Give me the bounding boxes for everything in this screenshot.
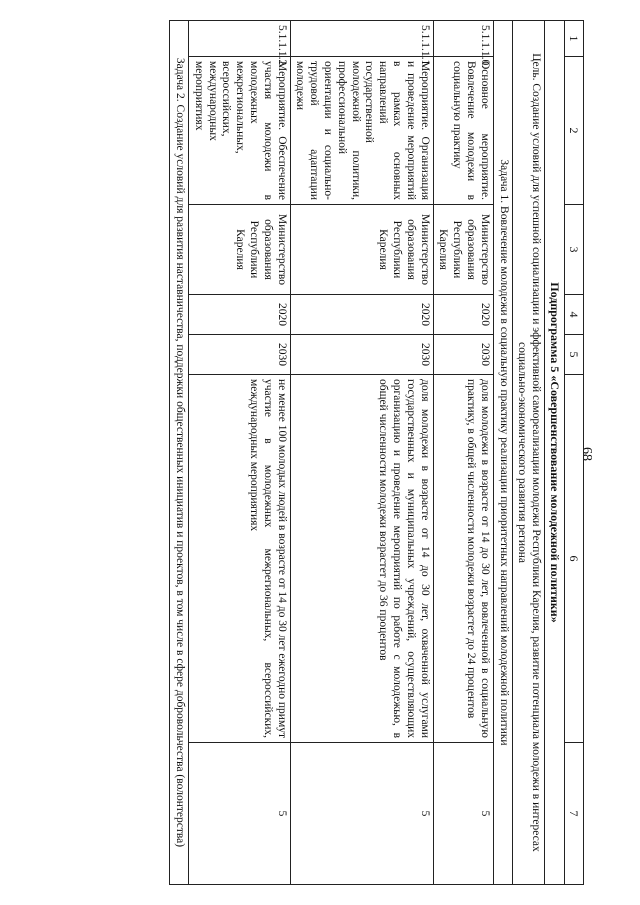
goal-text: Цель. Создание условий для успешной социализации и эффективной самореализации молодежи Республики Карелия, развитие потенциала молодежи в интересах социально-экономического развития региона <box>512 21 545 885</box>
row-start-year: 2020 <box>189 295 291 335</box>
row-number: 5.1.1.1.2. <box>189 21 291 57</box>
page-number: 68 <box>579 447 594 461</box>
goal-row <box>512 21 545 885</box>
row-executor: Министерство образования Республики Карелия <box>290 205 433 295</box>
row-number: 5.1.1.1.1. <box>290 21 433 57</box>
row-name: Основное мероприятие. Вовлечение молодежи в социальную практику <box>433 57 493 205</box>
header-col-2: 2 <box>564 57 583 205</box>
row-number: 5.1.1.1.0. <box>433 21 493 57</box>
task1-text: Задача 1. Вовлечение молодежи в социальную практику реализации приоритетных направлений молодежной политики <box>493 21 512 885</box>
program-title-row <box>545 21 564 885</box>
header-col-7: 7 <box>564 743 583 885</box>
row-name: Мероприятие. Обеспечение участия молодежи в молодежных межрегиональных, всероссийских, международных мероприятиях <box>189 57 291 205</box>
row-link: 5 <box>433 743 493 885</box>
row-end-year: 2030 <box>433 335 493 375</box>
row-start-year: 2020 <box>290 295 433 335</box>
task2-text: Задача 2. Создание условий для развития наставничества, поддержки общественных инициатив и проектов, в том числе в сфере добровольчества (волонтерства) <box>170 21 189 885</box>
table-row <box>433 21 493 885</box>
document-table-container <box>56 20 584 884</box>
row-indicator: доля молодежи в возрасте от 14 до 30 лет, вовлеченной в социальную практику, в общей численности молодежи возрастет до 24 процентов <box>433 375 493 743</box>
header-col-1: 1 <box>564 21 583 57</box>
row-end-year: 2030 <box>290 335 433 375</box>
row-executor: Министерство образования Республики Карелия <box>433 205 493 295</box>
row-link: 5 <box>189 743 291 885</box>
row-indicator: доля молодежи в возрасте от 14 до 30 лет, охваченной услугами государственных и муниципальных учреждений, осуществляющих организацию и проведение мероприятий по работе с молодежью, в общей численности молодежи возрастет до 36 процентов <box>290 375 433 743</box>
program-title: Подпрограмма 5 «Совершенствование молодежной политики» <box>545 21 564 885</box>
header-row <box>564 21 583 885</box>
header-col-3: 3 <box>564 205 583 295</box>
row-end-year: 2030 <box>189 335 291 375</box>
table-row <box>290 21 433 885</box>
row-link: 5 <box>290 743 433 885</box>
task2-row <box>170 21 189 885</box>
task1-row <box>493 21 512 885</box>
row-name: Мероприятие. Организация и проведение мероприятий в рамках основных направлений государственной молодежной политики, профессиональной ориентации и социально-трудовой адаптации молодежи <box>290 57 433 205</box>
header-col-5: 5 <box>564 335 583 375</box>
program-table <box>169 20 584 885</box>
row-indicator: не менее 100 молодых людей в возрасте от 14 до 30 лет ежегодно примут участие в молодежных межрегиональных, всероссийских, международных мероприятиях <box>189 375 291 743</box>
row-executor: Министерство образования Республики Карелия <box>189 205 291 295</box>
table-row <box>189 21 291 885</box>
row-start-year: 2020 <box>433 295 493 335</box>
header-col-4: 4 <box>564 295 583 335</box>
header-col-6: 6 <box>564 375 583 743</box>
